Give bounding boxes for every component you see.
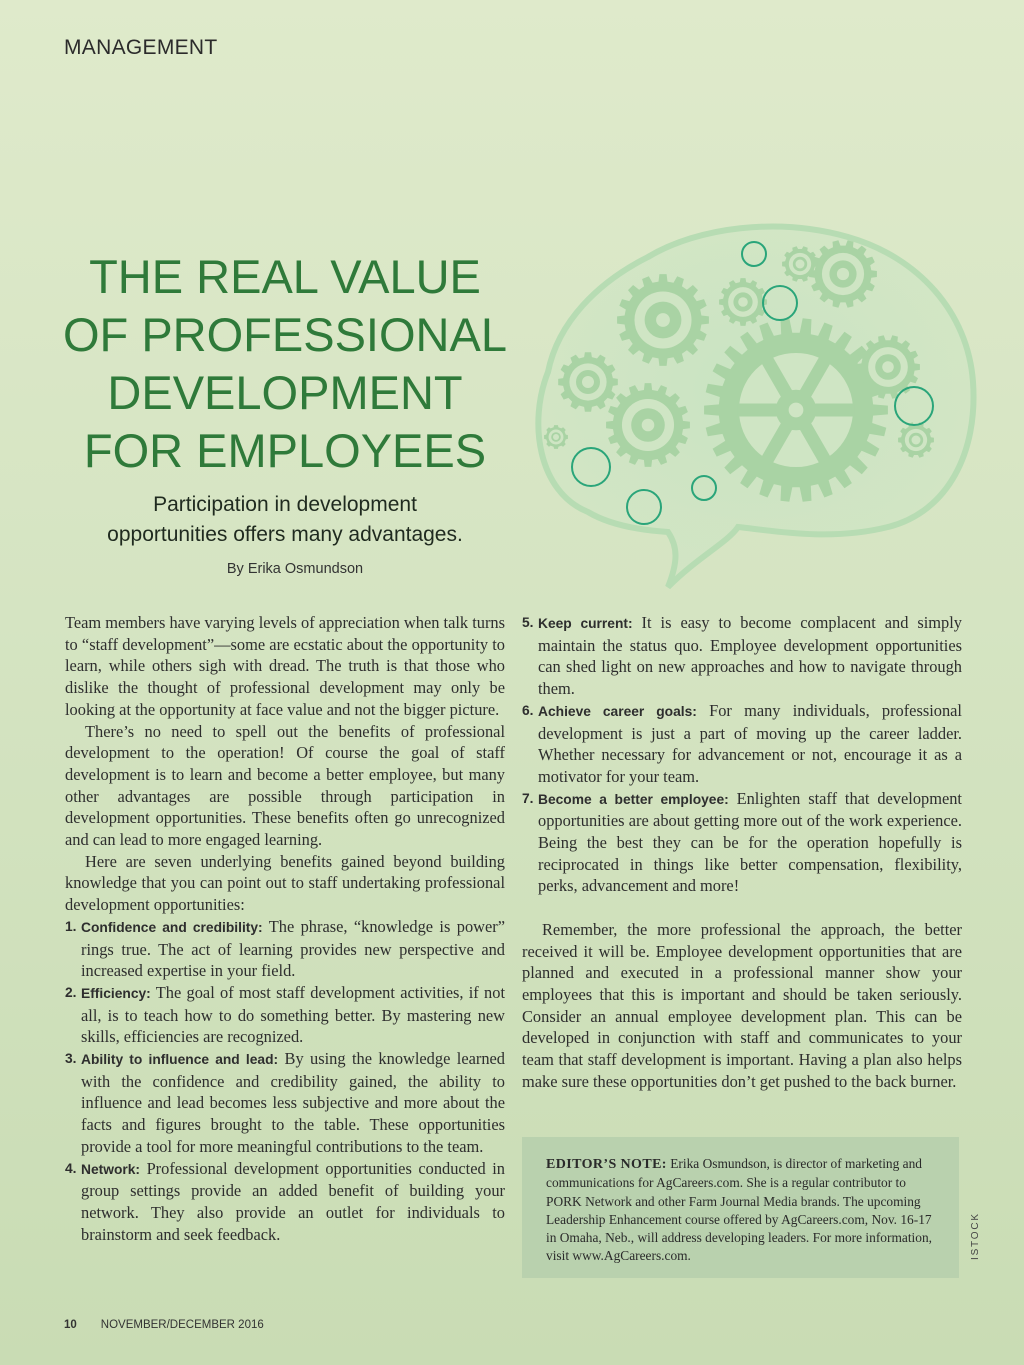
list-term: Network: xyxy=(81,1161,141,1177)
closing-paragraph: Remember, the more professional the approach, the better received it will be. Employee development opportunities that are planned and executed in a professional manner show your employees that this is important and should be taken seriously. Consider an annual employee development plan. This can be developed in conjunction with staff and communicates to your team that staff development is important. Having a plan also helps make sure these opportunities don’t get pushed to the back burner. xyxy=(522,919,962,1091)
list-item xyxy=(65,1048,505,1158)
page-number: 10 xyxy=(64,1319,77,1331)
page-footer xyxy=(64,1319,264,1331)
left-column xyxy=(65,612,505,1245)
editor-note-box xyxy=(522,1137,959,1278)
gear-icon xyxy=(606,383,690,467)
editor-note-label: EDITOR’S NOTE: xyxy=(546,1157,667,1172)
list-item xyxy=(65,1158,505,1246)
list-number: 4. xyxy=(65,1160,77,1176)
list-text: For many individuals, professional development is just a part of moving up the career ladder. Whether necessary for advancement or not, encourage it as a motivator for your team. xyxy=(538,700,962,786)
benefits-list xyxy=(522,612,962,897)
body-paragraph: Here are seven underlying benefits gained beyond building knowledge that you can point out to staff undertaking professional development opportunities: xyxy=(65,851,505,915)
list-term: Efficiency: xyxy=(81,985,151,1001)
issue-date: NOVEMBER/DECEMBER 2016 xyxy=(100,1319,264,1331)
list-number: 3. xyxy=(65,1051,77,1067)
list-text: Enlighten staff that development opportunities are about getting more out of the work experience. Being the best they can be for the operation hopefully is reciprocated in things like better compensation, flexibility, perks, advancement and more! xyxy=(538,788,962,896)
list-term: Keep current: xyxy=(538,616,633,631)
gear-icon xyxy=(617,274,709,366)
list-text: It is easy to become complacent and simply maintain the status quo. Employee development opportunities can shed light on new approaches and how to navigate through them. xyxy=(538,613,962,699)
body-paragraph: Team members have varying levels of appreciation when talk turns to “staff development”—some are ecstatic about the opportunity to learn, while others sigh with dread. The truth is that those who dislike the thought of professional development may only be looking at the opportunity at face value and not the bigger picture. xyxy=(65,613,505,719)
article-title xyxy=(40,248,530,480)
list-term: Become a better employee: xyxy=(538,791,729,807)
editor-note-text: Erika Osmundson, is director of marketing and communications for AgCareers.com. She is a regular contributor to PORK Network and other Farm Journal Media brands. The upcoming Leadership Enhancement course offered by AgCareers.com, Nov. 16-17 in Omaha, Neb., will address developing leaders. For more information, visit www.AgCareers.com. xyxy=(546,1156,933,1264)
body-paragraph: There’s no need to spell out the benefits of professional development to the operation! Of course the goal of staff development is to learn and become a better employee, but many other advantages are possible through participation in development opportunities. These benefits often go unrecognized and can lead to more engaged learning. xyxy=(65,721,505,850)
subtitle-line: opportunities offers many advantages. xyxy=(107,523,463,546)
title-line: FOR EMPLOYEES xyxy=(83,424,487,477)
list-number: 6. xyxy=(522,702,534,718)
subtitle-line: Participation in development xyxy=(153,493,417,516)
list-term: Ability to influence and lead: xyxy=(81,1052,279,1068)
list-item xyxy=(522,612,962,700)
byline: By Erika Osmundson xyxy=(226,561,364,577)
list-number: 1. xyxy=(65,918,77,934)
brain-gears-illustration xyxy=(528,212,980,594)
list-text: Professional development opportunities conducted in group settings provide an added benefit of building your network. They also provide an outlet for individuals to brainstorm and seek feedback. xyxy=(81,1158,505,1244)
list-item xyxy=(65,916,505,982)
gear-icon xyxy=(544,425,568,449)
list-term: Confidence and credibility: xyxy=(81,919,263,935)
title-line: DEVELOPMENT xyxy=(107,366,463,419)
list-text: The phrase, “knowledge is power” rings true. The act of learning provides new perspective and increased expertise in your field. xyxy=(81,916,505,981)
benefits-list xyxy=(65,916,505,1246)
list-text: The goal of most staff development activities, if not all, is to teach how to do something better. By mastering new skills, efficiencies are recognized. xyxy=(81,982,505,1047)
title-line: OF PROFESSIONAL xyxy=(63,308,507,361)
list-item xyxy=(65,982,505,1048)
list-term: Achieve career goals: xyxy=(538,703,697,719)
right-column xyxy=(522,612,962,1092)
list-item xyxy=(522,700,962,788)
list-number: 7. xyxy=(522,790,534,806)
list-item xyxy=(522,788,962,898)
list-text: By using the knowledge learned with the confidence and credibility gained, the ability to influence and lead becomes less subjective and more about the facts and figures brought to the table. These opportunities provide a tool for more meaningful contributions to the team. xyxy=(81,1049,505,1156)
list-number: 2. xyxy=(65,984,77,1000)
photo-credit: ISTOCK xyxy=(970,1212,981,1260)
list-number: 5. xyxy=(522,615,534,630)
title-line: THE REAL VALUE xyxy=(89,250,481,303)
section-label: MANAGEMENT xyxy=(64,36,218,59)
article-subtitle xyxy=(50,490,520,550)
